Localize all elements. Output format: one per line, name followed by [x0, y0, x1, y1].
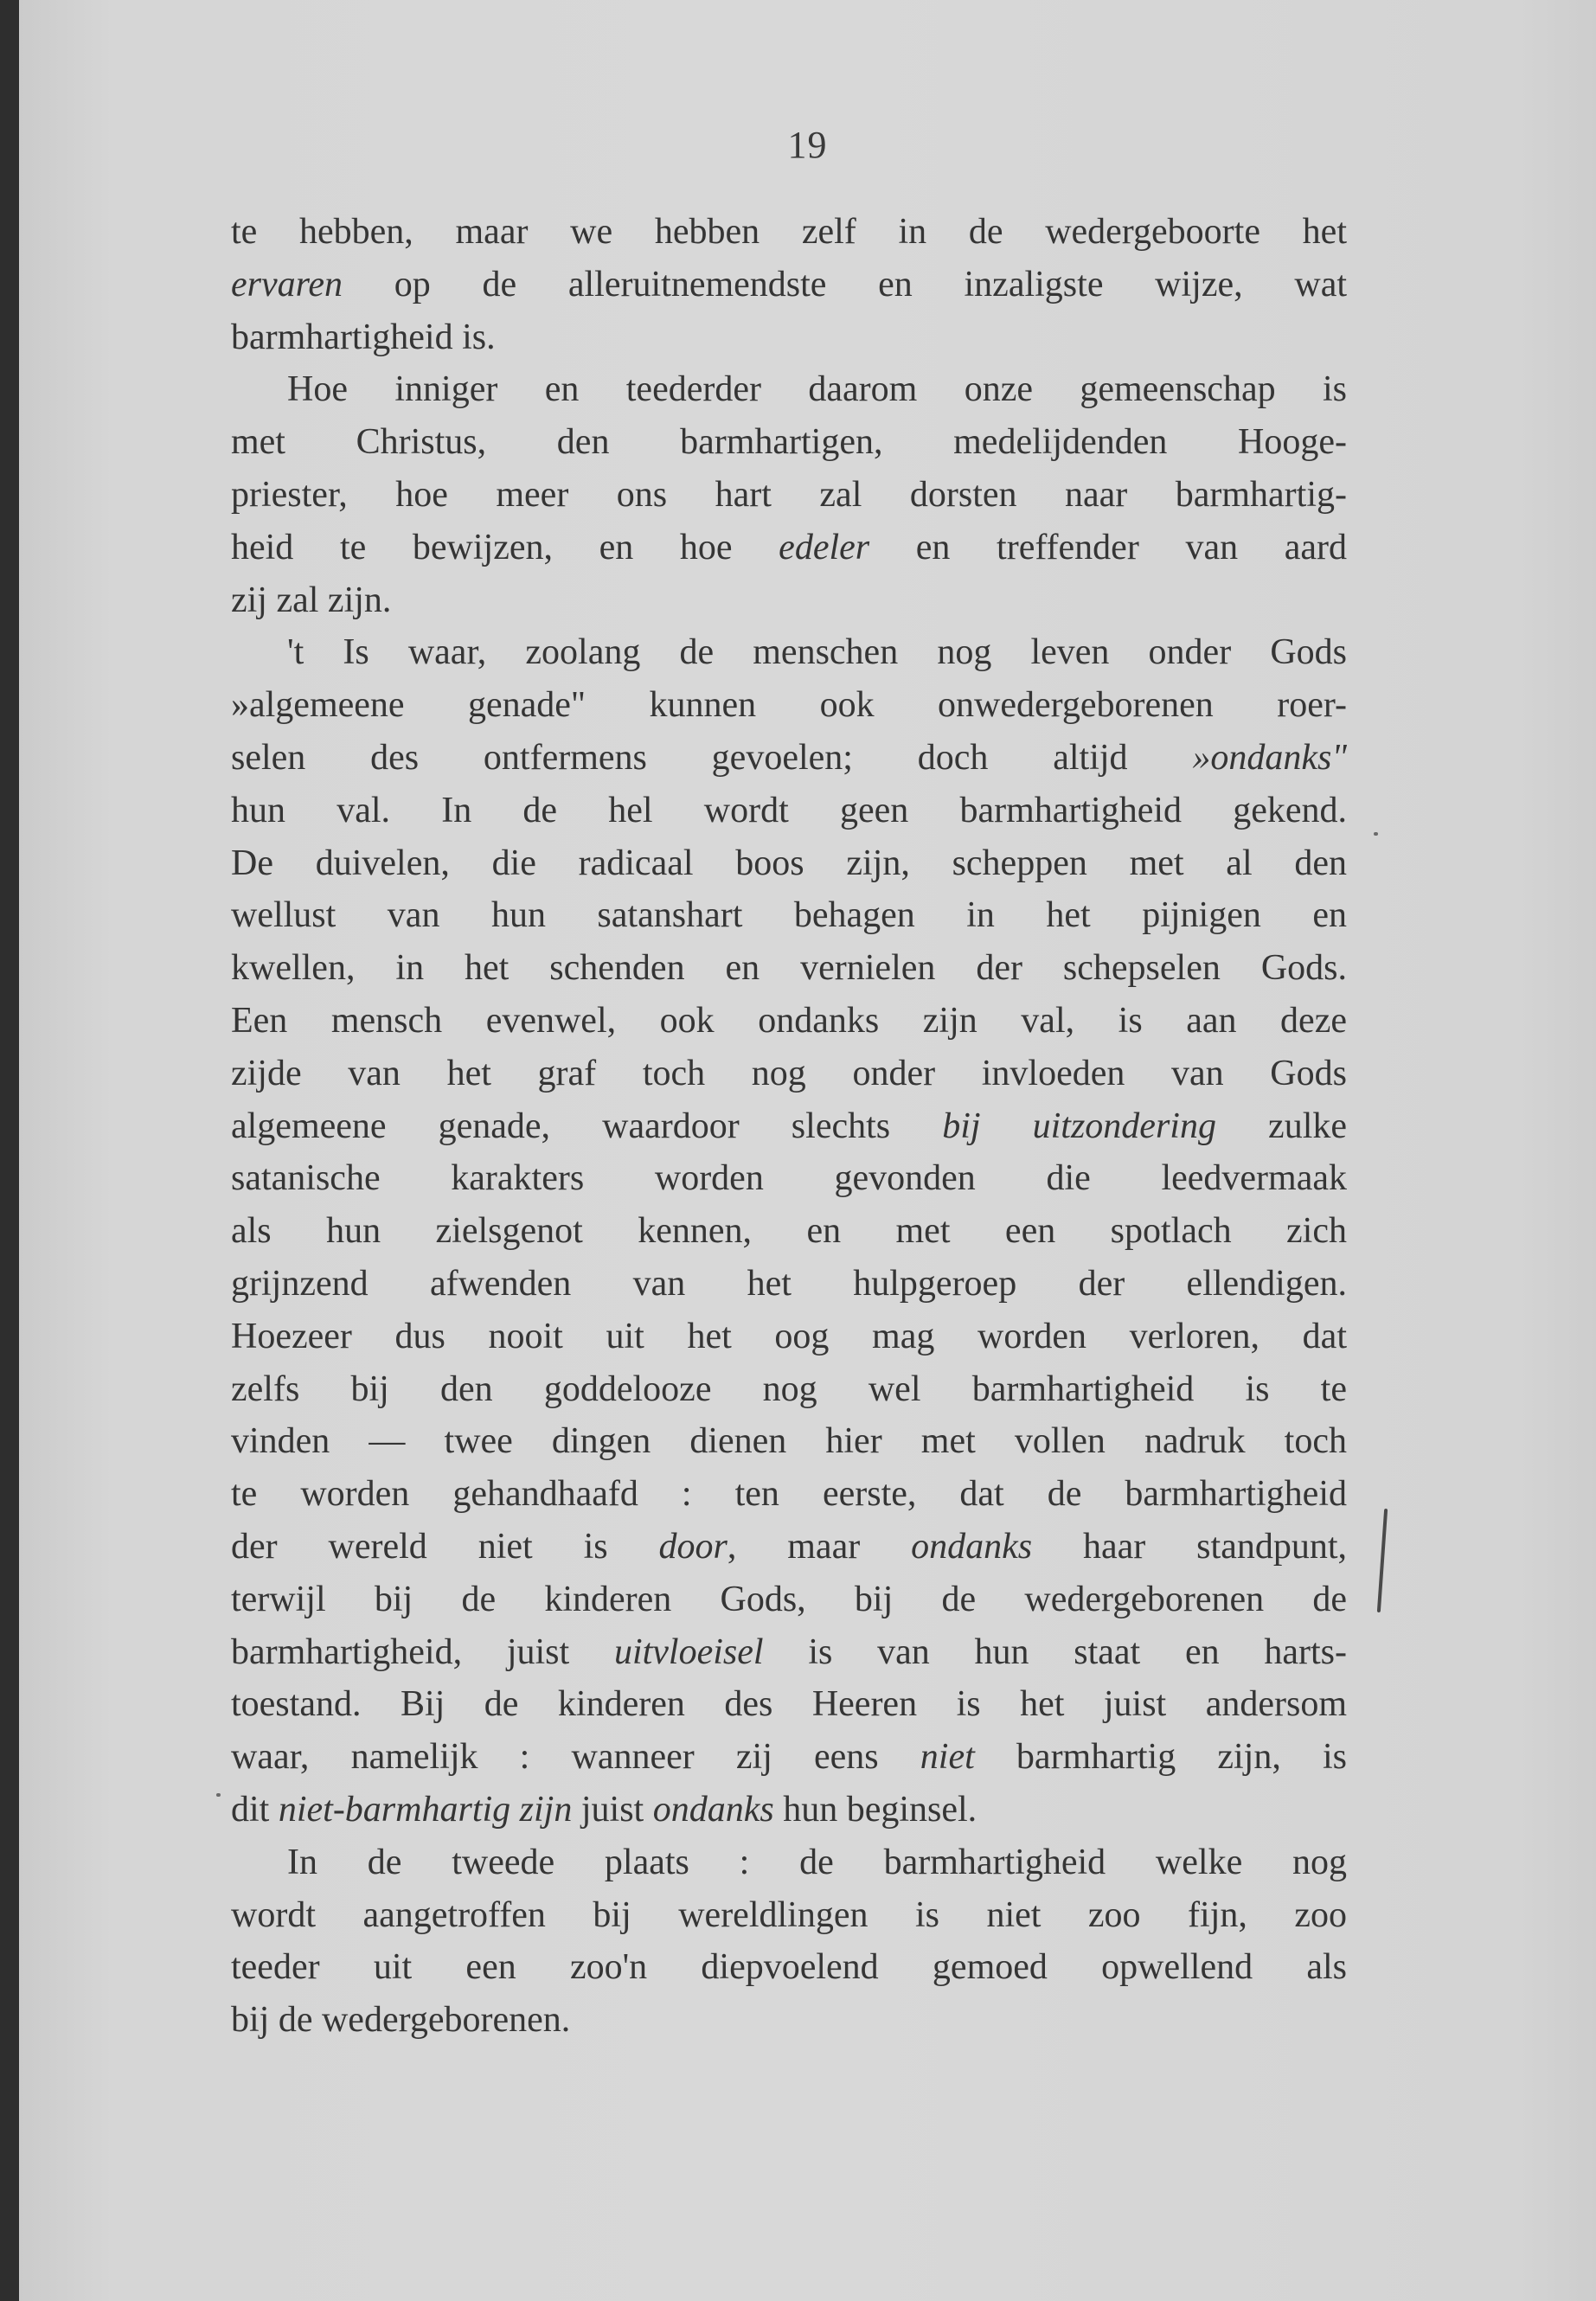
text-run: dit	[231, 1789, 279, 1830]
text-line	[231, 1100, 1347, 1153]
text-line	[231, 1731, 1347, 1784]
text-run: De duivelen, die radicaal boos zijn, scheppen met al den	[231, 843, 1347, 883]
text-line	[231, 1468, 1347, 1521]
text-run: waar, namelijk : wanneer zij eens	[231, 1737, 920, 1778]
italic-text: niet-barmhartig zijn	[278, 1789, 573, 1830]
text-run: Hoezeer dus nooit uit het oog mag worden verloren, dat	[231, 1316, 1347, 1356]
italic-text: »ondanks"	[1192, 737, 1347, 778]
text-run: algemeene genade, waardoor slechts	[231, 1106, 943, 1146]
italic-text: ervaren	[231, 264, 343, 304]
text-line	[231, 1521, 1347, 1574]
text-run: vinden — twee dingen dienen hier met vollen nadruk toch	[231, 1421, 1347, 1462]
text-run: zijde van het graf toch nog onder invloeden van Gods	[231, 1053, 1347, 1093]
text-run: als hun zielsgenot kennen, en met een spotlach zich	[231, 1211, 1347, 1252]
text-line	[231, 889, 1347, 942]
text-run: Een mensch evenwel, ook ondanks zijn val, is aan deze	[231, 1000, 1347, 1041]
text-run: zulke	[1215, 1106, 1347, 1146]
italic-text: door	[658, 1526, 727, 1567]
text-run: barmhartigheid is.	[231, 317, 496, 357]
text-line	[231, 995, 1347, 1048]
text-run: In de tweede plaats : de barmhartigheid welke nog	[287, 1842, 1347, 1882]
text-line	[231, 259, 1347, 311]
text-line	[231, 206, 1347, 259]
text-line	[231, 574, 1347, 627]
ink-speck	[216, 1793, 221, 1797]
text-line	[231, 1836, 1347, 1889]
text-line	[231, 1363, 1347, 1416]
text-run: barmhartig zijn, is	[974, 1737, 1347, 1778]
text-line	[231, 363, 1347, 416]
text-line	[231, 469, 1347, 522]
text-run: juist	[572, 1789, 653, 1830]
text-run: te worden gehandhaafd : ten eerste, dat de barmhartigheid	[231, 1474, 1347, 1515]
text-run: priester, hoe meer ons hart zal dorsten naar barmhartig-	[231, 474, 1347, 515]
italic-text: uitvloeisel	[613, 1631, 764, 1672]
text-line	[231, 1415, 1347, 1468]
text-run: bij de wedergeborenen.	[231, 2000, 571, 2041]
text-run: »algemeene genade" kunnen ook onwedergeborenen roer-	[231, 685, 1347, 726]
italic-text: edeler	[779, 527, 870, 567]
page-number: 19	[787, 124, 828, 166]
text-run: wellust van hun satanshart behagen in het pijnigen en	[231, 895, 1347, 936]
text-run: te hebben, maar we hebben zelf in de wedergeboorte het	[231, 212, 1347, 252]
text-run: , maar	[727, 1526, 912, 1567]
text-line	[231, 1048, 1347, 1100]
text-line	[231, 1311, 1347, 1363]
body-text	[231, 206, 1347, 2047]
italic-text: niet	[920, 1737, 975, 1778]
text-line	[231, 837, 1347, 890]
text-run: met Christus, den barmhartigen, medelijdenden Hooge-	[231, 422, 1347, 463]
text-line	[231, 942, 1347, 995]
italic-text: ondanks	[652, 1789, 774, 1830]
text-run: hun beginsel.	[773, 1789, 977, 1830]
margin-pencil-mark	[1377, 1509, 1388, 1612]
text-line	[231, 1941, 1347, 1994]
text-run: op de alleruitnemendste en inzaligste wijze, wat	[343, 264, 1347, 304]
text-run: zij zal zijn.	[231, 580, 392, 620]
text-line	[231, 1994, 1347, 2047]
text-line	[231, 1889, 1347, 1942]
text-line	[231, 1152, 1347, 1205]
text-run: toestand. Bij de kinderen des Heeren is het juist andersom	[231, 1684, 1347, 1725]
text-line	[231, 626, 1347, 679]
text-run: hun val. In de hel wordt geen barmhartigheid gekend.	[231, 790, 1347, 830]
text-line	[231, 522, 1347, 574]
text-line	[231, 1784, 1347, 1836]
italic-text: ondanks	[911, 1526, 1033, 1567]
text-line	[231, 416, 1347, 469]
text-line	[231, 311, 1347, 364]
text-run: barmhartigheid, juist	[231, 1631, 614, 1672]
text-run: satanische karakters worden gevonden die leedvermaak	[231, 1158, 1347, 1199]
text-run: terwijl bij de kinderen Gods, bij de wedergeborenen de	[231, 1579, 1347, 1619]
text-run: en treffender van aard	[869, 527, 1347, 567]
text-run: der wereld niet is	[231, 1526, 659, 1567]
text-run: teeder uit een zoo'n diepvoelend gemoed opwellend als	[231, 1947, 1347, 1988]
text-line	[231, 732, 1347, 785]
text-line	[231, 1258, 1347, 1311]
text-run: Hoe inniger en teederder daarom onze gemeenschap is	[287, 369, 1347, 410]
text-run: wordt aangetroffen bij wereldlingen is niet zoo fijn, zoo	[231, 1894, 1347, 1935]
text-run: zelfs bij den goddelooze nog wel barmhartigheid is te	[231, 1368, 1347, 1409]
text-line	[231, 785, 1347, 837]
ink-speck	[1374, 832, 1378, 836]
text-line	[231, 1205, 1347, 1258]
text-run: is van hun staat en harts-	[763, 1631, 1347, 1672]
text-run: haar standpunt,	[1032, 1526, 1347, 1567]
text-line	[231, 1626, 1347, 1679]
text-run: 't Is waar, zoolang de menschen nog leven onder Gods	[287, 632, 1347, 673]
text-run: kwellen, in het schenden en vernielen der schepselen Gods.	[231, 948, 1347, 989]
text-run: grijnzend afwenden van het hulpgeroep der ellendigen.	[231, 1263, 1347, 1304]
italic-text: bij uitzondering	[942, 1106, 1216, 1146]
book-page	[19, 0, 1596, 2301]
text-line	[231, 1678, 1347, 1731]
text-run: heid te bewijzen, en hoe	[231, 527, 779, 567]
text-line	[231, 1574, 1347, 1626]
text-line	[231, 679, 1347, 732]
text-run: selen des ontfermens gevoelen; doch altijd	[231, 737, 1193, 778]
